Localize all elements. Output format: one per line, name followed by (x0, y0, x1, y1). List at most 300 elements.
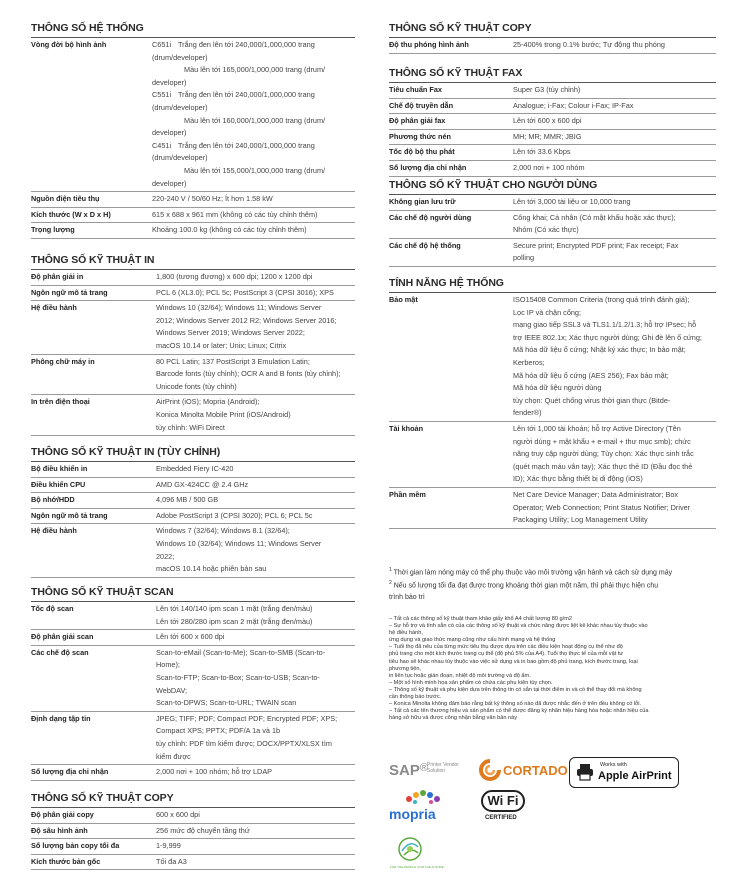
spec-label: Độ phân giải in (31, 270, 156, 285)
section-copy-left (31, 792, 355, 870)
spec-row (389, 129, 716, 145)
spec-value (513, 421, 716, 487)
spec-value-line (152, 209, 355, 222)
spec-value-line (156, 713, 355, 726)
section-features (389, 277, 716, 529)
spec-row (31, 524, 355, 577)
spec-text: Adobe PostScript 3 (CPSI 3020); PCL 6; PCL 5c (156, 510, 313, 520)
spec-table (389, 195, 716, 267)
spec-value (152, 192, 355, 208)
spec-label: Điều khiển CPU (31, 477, 156, 493)
spec-label: Các chế độ scan (31, 645, 156, 711)
spec-row (31, 602, 355, 630)
spec-text: Unicode fonts (tùy chỉnh) (156, 381, 237, 391)
spec-text: 220-240 V / 50/60 Hz; Ít hơn 1.58 kW (152, 194, 273, 204)
spec-label: Tiêu chuẩn Fax (389, 83, 513, 98)
spec-label: Bộ nhớ/HDD (31, 493, 156, 509)
spec-value-line (513, 436, 716, 449)
section-system (31, 22, 355, 239)
spec-value-line (156, 697, 355, 710)
section-print (31, 254, 355, 436)
spec-value-line (513, 448, 716, 461)
spec-label: Độ sâu hình ảnh (31, 823, 156, 839)
spec-value (156, 477, 355, 493)
spec-text: 2022; (156, 551, 175, 561)
spec-value-line (513, 252, 716, 265)
spec-text: Compact XPS; PPTX; PDF/A 1a và 1b (156, 726, 281, 736)
spec-label: In trên điện thoại (31, 395, 156, 436)
spec-label: Số lượng địa chỉ nhận (389, 160, 513, 176)
spec-value-line (513, 382, 716, 395)
spec-label: Ngôn ngữ mô tả trang (31, 285, 156, 301)
spec-text: Lên tới 1,000 tài khoản; hỗ trợ Active Directory (Tên (513, 423, 681, 433)
spec-text: kiếm được (156, 751, 191, 761)
section-fax (389, 67, 716, 177)
spec-text: Công khai; Cá nhân (Có mật khẩu hoặc xác thực); (513, 212, 676, 222)
spec-value-line (513, 407, 716, 420)
spec-text: macOS 10.14 or later; Unix; Linux; Citrix (156, 340, 287, 350)
spec-value (513, 195, 716, 210)
spec-label: Định dạng tập tin (31, 711, 156, 764)
spec-value-line (152, 193, 355, 206)
spec-text: Mã hóa dữ liệu ổ cứng (AES 256); Fax bảo mật; (513, 370, 669, 380)
spec-text: Trắng đen lên tới 240,000/1,000,000 trang (178, 40, 315, 49)
spec-value-line (156, 825, 355, 838)
section-copy-right (389, 22, 716, 54)
spec-value (156, 395, 355, 436)
printer-icon (576, 763, 594, 781)
spec-value (156, 823, 355, 839)
spec-value (156, 645, 355, 711)
spec-text: Lên tới 600 x 600 dpi (513, 116, 582, 126)
spec-text: fender®) (513, 408, 542, 418)
spec-row (31, 192, 355, 208)
spec-value-line (156, 479, 355, 492)
spec-label: Chế độ truyền dẫn (389, 98, 513, 114)
spec-value-line (513, 39, 716, 52)
spec-value-line (156, 840, 355, 853)
spec-text: Embedded Fiery IC-420 (156, 464, 234, 473)
spec-text: Konica Minolta Mobile Print (iOS/Android) (156, 409, 291, 419)
spec-row (31, 765, 355, 781)
spec-value (513, 38, 716, 53)
spec-text: polling (513, 253, 535, 263)
spec-text: 4,096 MB / 500 GB (156, 495, 219, 505)
spec-text: Scan-to-eMail (Scan-to-Me); Scan-to-SMB (Scan-to- (156, 647, 326, 657)
spec-row (31, 854, 355, 870)
spec-table (31, 602, 355, 781)
disclaimer-line: – Tất cả các thông số kỹ thuật tham khảo giấy khổ A4 chất lượng 80 g/m2 (389, 616, 572, 622)
spec-label: Kích thước bản gốc (31, 854, 156, 870)
spec-value-line (513, 344, 716, 357)
spec-value-line (156, 494, 355, 507)
spec-row (389, 293, 716, 421)
spec-row (31, 508, 355, 524)
spec-value-line (156, 381, 355, 394)
spec-value-line (513, 332, 716, 345)
wifi-certified-logo: Wi Fi CERTIFIED (481, 790, 526, 824)
spec-text: tùy chỉnh: PDF tìm kiếm được; DOCX/PPTX/XLSX tìm (156, 738, 332, 748)
spec-text: Trắng đen lên tới 240,000/1,000,000 trang (178, 90, 315, 100)
spec-value-line (156, 766, 355, 779)
spec-value-line (513, 212, 716, 225)
spec-text: 80 PCL Latin; 137 PostScript 3 Emulation Latin; (156, 356, 310, 366)
spec-value-line (156, 271, 355, 284)
spec-label: Số lượng bản copy tối đa (31, 839, 156, 855)
spec-value (156, 854, 355, 870)
spec-text: Net Care Device Manager; Data Administrator; Box (513, 489, 679, 499)
spec-value (156, 354, 355, 395)
spec-value-line (156, 422, 355, 435)
spec-value (156, 602, 355, 630)
footnote-1: $^1$ Thời gian làm nóng máy có thể phụ thuộc vào môi trường vận hành và cách sử dụng máy (389, 567, 673, 577)
spec-value-line (156, 463, 355, 476)
spec-text: 256 mức độ chuyển tầng thứ (156, 825, 250, 835)
spec-value-line (156, 409, 355, 422)
spec-text: người dùng + mật khẩu + e-mail + thư mục smb); chức (513, 436, 691, 446)
footnote-2: $^2$ Nếu số lượng tối đa đạt được trong khoảng thời gian một năm, thì phải thực hiện chu (389, 580, 659, 590)
spec-value-line (156, 396, 355, 409)
spec-table (389, 83, 716, 177)
section-title: THÔNG SỐ KỸ THUẬT IN (TÙY CHỈNH) (31, 446, 355, 462)
spec-value-line (513, 162, 716, 175)
disclaimer-line: tiêu hao sẽ khác nhau tùy thuộc vào việc sử dụng và in bao gồm độ phủ trang, kích thước trang, loại (389, 658, 638, 665)
cortado-logo: CORTADO (479, 758, 564, 782)
spec-text: 1-9,999 (156, 841, 181, 851)
section-title: THÔNG SỐ HỆ THỐNG (31, 22, 355, 38)
spec-value-line (513, 461, 716, 474)
spec-row (31, 823, 355, 839)
spec-label: Phần mềm (389, 487, 513, 528)
section-scan (31, 586, 355, 781)
spec-value-line (513, 307, 716, 320)
spec-value-line (513, 146, 716, 159)
spec-value-line (152, 102, 355, 115)
spec-text: Màu lên tới 155,000/1,000,000 trang (drum/ (184, 165, 326, 175)
spec-label: Độ thu phóng hình ảnh (389, 38, 513, 53)
spec-value (156, 285, 355, 301)
spec-row (31, 301, 355, 354)
disclaimer-line: phủ trang cho một kích thước trang cụ thể (độ phủ 5% của A4). Tuổi thọ thực tế của mỗi vật tư (389, 651, 624, 658)
spec-value (156, 462, 355, 477)
spec-row (31, 223, 355, 239)
spec-text: Lên tới 33.6 Kbps (513, 147, 571, 157)
spec-text: Màu lên tới 160,000/1,000,000 trang (drum/ (184, 115, 326, 125)
spec-row (31, 462, 355, 477)
spec-label: Tốc độ scan (31, 602, 156, 630)
section-title: THÔNG SỐ KỸ THUẬT SCAN (31, 586, 355, 602)
spec-text: Analogue; i-Fax; Colour i-Fax; IP-Fax (513, 100, 634, 110)
spec-row (31, 711, 355, 764)
section-title: THÔNG SỐ KỸ THUẬT FAX (389, 67, 716, 83)
spec-value-line (152, 224, 355, 237)
spec-text: Khoảng 100.0 kg (không có các tùy chỉnh thêm) (152, 225, 307, 235)
model-name: C451i (152, 140, 172, 150)
spec-value-line (156, 525, 355, 538)
spec-row (389, 421, 716, 487)
spec-value (156, 630, 355, 646)
spec-label: Độ phân giải fax (389, 114, 513, 130)
spec-label: Phương thức nén (389, 129, 513, 145)
spec-value-line (156, 672, 355, 685)
spec-value-line (152, 152, 355, 165)
spec-label: Độ phân giải copy (31, 808, 156, 823)
spec-table (31, 462, 355, 578)
spec-text: (quét mạch máu vân tay); Xác thực thẻ ID (Đầu đọc thẻ (513, 461, 693, 471)
spec-text: 600 x 600 dpi (156, 810, 200, 819)
section-title: THÔNG SỐ KỸ THUẬT IN (31, 254, 355, 270)
spec-value-line (156, 340, 355, 353)
spec-text: AirPrint (iOS); Mopria (Android); (156, 397, 260, 407)
spec-text: Barcode fonts (tùy chỉnh); OCR A and B fonts (tùy chỉnh); (156, 369, 341, 379)
spec-text: PCL 6 (XL3.0); PCL 5c; PostScript 3 (CPSI 3016); XPS (156, 287, 334, 297)
disclaimer-line: – Thông số kỹ thuật và phụ kiện dựa trên thông tin có sẵn tại thời điểm in và có thể thay đổi mà không (389, 686, 642, 693)
spec-text: Lên tới 280/280 ipm scan 2 mặt (trắng đen/màu) (156, 616, 313, 626)
spec-value-line (513, 131, 716, 144)
spec-text: (drum/developer) (152, 52, 208, 62)
spec-table (389, 293, 716, 529)
spec-value-line (156, 356, 355, 369)
section-title: TÍNH NĂNG HỆ THỐNG (389, 277, 716, 293)
spec-value-line (513, 395, 716, 408)
spec-label: Nguồn điện tiêu thụ (31, 192, 152, 208)
spec-value-line (156, 510, 355, 523)
spec-row (389, 38, 716, 53)
spec-text: Secure print; Encrypted PDF print; Fax receipt; Fax (513, 240, 679, 250)
spec-text: Home); (156, 660, 180, 670)
cortado-swirl-icon (479, 759, 501, 781)
disclaimer-line: – Một số hình minh họa sản phẩm có chứa các phụ kiện tùy chọn. (389, 679, 553, 686)
spec-value-line (156, 647, 355, 660)
spec-row (389, 145, 716, 161)
spec-table (31, 38, 355, 239)
spec-label: Số lượng địa chỉ nhận (31, 765, 156, 781)
disclaimer-line: in liên tục hoặc gián đoạn, nhiệt độ môi trường và độ ẩm. (389, 672, 531, 679)
spec-row (389, 83, 716, 98)
spec-label: Các chế độ người dùng (389, 210, 513, 238)
spec-table (389, 38, 716, 54)
spec-value-line (152, 127, 355, 140)
spec-value-line (152, 140, 355, 153)
spec-value-line (513, 357, 716, 370)
disclaimers (389, 616, 719, 722)
spec-value-line (156, 287, 355, 300)
spec-text: MH; MR; MMR; JBIG (513, 131, 582, 141)
section-title: THÔNG SỐ KỸ THUẬT COPY (389, 22, 716, 38)
spec-text: 2,000 nơi + 100 nhóm; hỗ trợ LDAP (156, 767, 273, 777)
spec-value-line (156, 603, 355, 616)
spec-value-line (156, 563, 355, 576)
disclaimer-line: – Konica Minolta không đảm bảo rằng bất kỳ thông số nào đã được nhắc đến ở trên đều không có lỗi. (389, 701, 642, 708)
spec-row (31, 630, 355, 646)
spec-value-line (152, 115, 355, 128)
spec-text: Windows Server 2019; Windows Server 2022; (156, 328, 305, 338)
spec-text: tùy chỉnh: WiFi Direct (156, 422, 225, 432)
spec-value-line (513, 514, 716, 527)
spec-label: Không gian lưu trữ (389, 195, 513, 210)
spec-label: Độ phân giải scan (31, 630, 156, 646)
spec-row (31, 38, 355, 192)
spec-text: Lên tới 600 x 600 dpi (156, 632, 225, 642)
spec-text: JPEG; TIFF; PDF; Compact PDF; Encrypted PDF; XPS; (156, 713, 338, 723)
spec-row (389, 210, 716, 238)
spec-text: Lên tới 3,000 tài liệu or 10,000 trang (513, 197, 631, 206)
spec-value-line (156, 631, 355, 644)
spec-label: Bộ điều khiển in (31, 462, 156, 477)
globe-leaf-icon (392, 833, 428, 863)
spec-row (389, 487, 716, 528)
spec-value-line (156, 738, 355, 751)
spec-row (389, 238, 716, 266)
spec-value-line (152, 77, 355, 90)
spec-text: (drum/developer) (152, 102, 208, 112)
section-title: THÔNG SỐ KỸ THUẬT COPY (31, 792, 355, 808)
spec-label: Trọng lượng (31, 223, 152, 239)
disclaimer-line: phương tiện, (389, 665, 421, 672)
spec-value-line (152, 89, 355, 102)
spec-text: 25-400% trong 0.1% bước; Tự động thu phóng (513, 40, 665, 49)
spec-row (389, 195, 716, 210)
spec-text: mạng giao tiếp SSL3 và TLS1.1/1.2/1.3; hỗ trợ IPsec; hỗ (513, 320, 697, 330)
section-print-optional (31, 446, 355, 578)
spec-label: Hệ điều hành (31, 301, 156, 354)
disclaimer-line: ứng dụng và giao thức mạng cũng như cấu hình mạng và hệ thống (389, 637, 556, 644)
spec-text: WebDAV; (156, 685, 188, 695)
sap-logo: SAP® Printer Vendor Solution (389, 762, 459, 779)
spec-value-line (513, 240, 716, 253)
spec-label: Ngôn ngữ mô tả trang (31, 508, 156, 524)
spec-text: ID); Xác thực bằng thiết bị di động (iOS) (513, 474, 643, 484)
disclaimer-line: – Sự hỗ trợ và tính sẵn có của các thông số kỹ thuật và chức năng được liệt kê khác nhau tùy thuộc vào (389, 623, 648, 630)
disclaimer-line: – Tất cả các tên thương hiệu và sản phẩm có thể được đăng ký nhãn hiệu hàng hóa hoặc nhãn hiệu của (389, 708, 649, 715)
spec-value-line (513, 196, 716, 209)
spec-text: developer) (152, 77, 187, 87)
spec-value (152, 38, 355, 192)
spec-text: Trắng đen lên tới 240,000/1,000,000 trang (178, 140, 315, 150)
spec-text: Màu lên tới 165,000/1,000,000 trang (drum/ (184, 65, 326, 75)
spec-value (513, 145, 716, 161)
spec-value (156, 493, 355, 509)
spec-value-line (156, 659, 355, 672)
spec-value-line (152, 64, 355, 77)
spec-row (31, 285, 355, 301)
spec-value (156, 808, 355, 823)
spec-row (31, 477, 355, 493)
spec-text: Windows 7 (32/64); Windows 8.1 (32/64); (156, 526, 290, 536)
spec-row (31, 839, 355, 855)
spec-text: Mã hóa dữ liệu người dùng (513, 383, 602, 393)
spec-row (31, 395, 355, 436)
spec-text: Lên tới 140/140 ipm scan 1 mặt (trắng đen/màu) (156, 604, 313, 613)
mopria-logo: mopria (389, 790, 459, 822)
spec-value-line (513, 294, 716, 307)
spec-row (31, 207, 355, 223)
spec-value-line (156, 368, 355, 381)
disclaimer-line: hệ điều hành, (389, 630, 423, 637)
spec-value-line (156, 616, 355, 629)
spec-text: 1,800 (tương đương) x 600 dpi; 1200 x 1200 dpi (156, 272, 313, 281)
spec-text: Windows 10 (32/64); Windows 11; Windows Server (156, 303, 322, 313)
spec-value-line (152, 165, 355, 178)
disclaimer-line: – Tuổi thọ đã nêu của từng mức tiêu thụ được dựa trên các điều kiện hoạt động cụ thể như độ (389, 644, 623, 651)
spec-value-line (156, 809, 355, 822)
spec-text: Tối đa A3 (156, 856, 187, 866)
footnote-2-cont: trình bảo trì (389, 593, 425, 601)
spec-value (513, 160, 716, 176)
spec-row (389, 98, 716, 114)
spec-text: 615 x 688 x 961 mm (không có các tùy chỉnh thêm) (152, 209, 318, 219)
spec-text: Scan-to-DPWS; Scan-to-URL; TWAIN scan (156, 698, 297, 708)
spec-value-line (152, 52, 355, 65)
spec-value-line (156, 302, 355, 315)
spec-text: 2012; Windows Server 2012 R2; Windows Server 2016; (156, 315, 337, 325)
spec-label: Bảo mật (389, 293, 513, 421)
spec-text: Operator; Web Connection; Print Status Notifier; Driver (513, 502, 691, 512)
spec-text: 2,000 nơi + 100 nhóm (513, 162, 585, 172)
spec-value (156, 270, 355, 285)
spec-value-line (152, 178, 355, 191)
spec-value (152, 207, 355, 223)
spec-text: tùy chọn: Quét chống virus thời gian thực (Bitde- (513, 395, 671, 405)
spec-text: Lọc IP và chặn cổng; (513, 307, 582, 317)
spec-text: developer) (152, 128, 187, 138)
model-name: C551i (152, 90, 172, 100)
spec-text: (drum/developer) (152, 153, 208, 163)
spec-value (156, 301, 355, 354)
spec-text: AMD GX-424CC @ 2.4 GHz (156, 479, 249, 489)
spec-value-line (513, 224, 716, 237)
mopria-dots-icon (403, 790, 443, 806)
spec-value (156, 711, 355, 764)
spec-value (156, 508, 355, 524)
spec-label: Tài khoản (389, 421, 513, 487)
spec-value-line (513, 319, 716, 332)
spec-value-line (156, 538, 355, 551)
spec-text: ISO15408 Common Criteria (trong quá trình đánh giá); (513, 295, 690, 304)
spec-text: Mã hóa dữ liệu ổ cứng; Nhật ký xác thực; In bảo mật; (513, 345, 686, 355)
airprint-badge: Works with Apple AirPrint (569, 757, 679, 788)
spec-text: Kerberos; (513, 357, 545, 367)
spec-text: macOS 10.14 hoặc phiên bản sau (156, 564, 267, 574)
spec-value (156, 765, 355, 781)
spec-row (31, 493, 355, 509)
footnotes (389, 565, 719, 603)
disclaimer-line: cần thông báo trước. (389, 694, 442, 701)
spec-label: Phông chữ máy in (31, 354, 156, 395)
spec-value-line (513, 423, 716, 436)
spec-row (31, 270, 355, 285)
spec-text: Packaging Utility; Log Management Utility (513, 515, 648, 525)
spec-row (31, 645, 355, 711)
spec-text: Nhóm (Có xác thực) (513, 225, 579, 235)
spec-text: Windows 10 (32/64); Windows 11; Windows Server (156, 538, 322, 548)
spec-text: năng truy cập người dùng; Tùy chọn: Xác thực sinh trắc (513, 449, 694, 459)
spec-label: Tốc độ bộ thu phát (389, 145, 513, 161)
spec-row (31, 808, 355, 823)
spec-row (389, 114, 716, 130)
spec-label: Kích thước (W x D x H) (31, 207, 152, 223)
spec-label: Các chế độ hệ thống (389, 238, 513, 266)
spec-value-line (513, 473, 716, 486)
spec-text: developer) (152, 178, 187, 188)
spec-value (513, 293, 716, 421)
spec-value-line (156, 685, 355, 698)
spec-label: Vòng đời bộ hình ảnh (31, 38, 152, 192)
spec-value-line (513, 489, 716, 502)
spec-value-line (152, 39, 355, 52)
spec-text: Scan-to-FTP; Scan-to-Box; Scan-to-USB; Scan-to- (156, 672, 320, 682)
spec-value-line (156, 551, 355, 564)
